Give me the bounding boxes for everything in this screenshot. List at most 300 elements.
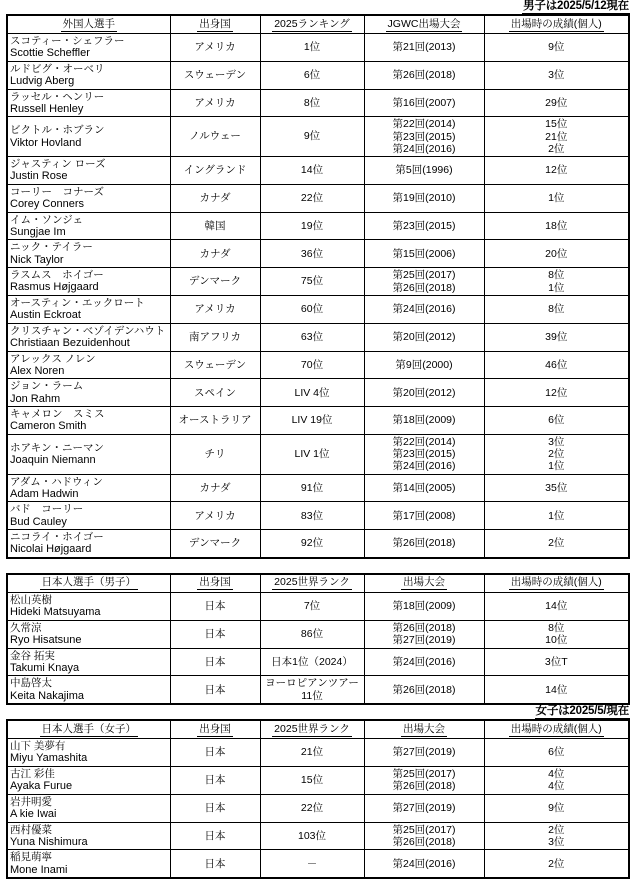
column-header-label: 2025世界ランク	[274, 722, 350, 735]
player-name-jp: スコティー・シェフラー	[10, 35, 125, 47]
player-name-cell	[7, 89, 170, 117]
player-country: アメリカ	[170, 295, 260, 323]
player-events-line: 第26回(2018)	[392, 537, 456, 550]
table-row	[7, 240, 629, 268]
player-results	[484, 502, 629, 530]
player-events-line: 第27回(2019)	[392, 746, 456, 759]
player-name-cell	[7, 850, 170, 878]
player-country: アメリカ	[170, 502, 260, 530]
player-name-cell	[7, 34, 170, 62]
player-events-line: 第23回(2015)	[392, 130, 456, 143]
player-results-line: 1位	[548, 509, 565, 522]
player-results-line: 9位	[548, 802, 565, 815]
player-name-en: Hideki Matsuyama	[10, 606, 101, 619]
player-results-line: 21位	[545, 130, 568, 143]
player-results	[484, 268, 629, 296]
column-header-label: 外国人選手	[62, 17, 115, 30]
player-results-line: 12位	[545, 164, 568, 177]
player-name-en: Austin Eckroat	[10, 309, 81, 322]
table-row	[7, 434, 629, 474]
player-name-en: Justin Rose	[10, 170, 68, 183]
japanese-women-table	[6, 719, 630, 879]
column-header-0	[7, 574, 170, 593]
player-results-line: 4位	[548, 780, 565, 793]
player-events-line: 第26回(2018)	[392, 835, 456, 848]
column-header-1	[170, 574, 260, 593]
player-name-jp: 久常涼	[10, 621, 42, 634]
player-results-line: 8位	[548, 269, 565, 282]
player-name-cell	[7, 157, 170, 185]
player-events-line: 第25回(2017)	[392, 269, 456, 282]
player-name-cell	[7, 739, 170, 767]
japanese-men-header-row	[7, 574, 629, 593]
column-header-label: 出場時の成績(個人)	[510, 722, 602, 735]
player-results-line: 8位	[548, 621, 565, 634]
table-row	[7, 212, 629, 240]
player-ranking: 103位	[260, 822, 364, 850]
player-events-line: 第24回(2016)	[392, 142, 456, 155]
table-row	[7, 184, 629, 212]
player-name-jp: バド コーリー	[10, 503, 84, 516]
player-results-line: 2位	[548, 537, 565, 550]
player-ranking: 7位	[260, 592, 364, 620]
table-row	[7, 592, 629, 620]
player-name-en: Rasmus Højgaard	[10, 281, 99, 294]
player-results	[484, 240, 629, 268]
player-name-en: Cameron Smith	[10, 420, 87, 433]
player-results	[484, 89, 629, 117]
women-asof-note: 女子は2025/5/現在	[535, 705, 629, 718]
japanese-women-tbody	[7, 720, 629, 878]
japanese-men-table	[6, 573, 630, 705]
player-ranking: 19位	[260, 212, 364, 240]
player-events-line: 第14回(2005)	[392, 481, 456, 494]
player-events-line: 第23回(2015)	[392, 448, 456, 461]
player-events	[364, 117, 484, 157]
player-results-line: 2位	[548, 857, 565, 870]
player-country: アメリカ	[170, 34, 260, 62]
japanese-men-tbody	[7, 574, 629, 704]
player-name-cell	[7, 794, 170, 822]
table-row	[7, 323, 629, 351]
player-events-line: 第19回(2010)	[392, 192, 456, 205]
player-results	[484, 766, 629, 794]
player-events	[364, 89, 484, 117]
player-ranking: 86位	[260, 620, 364, 648]
player-name-jp: イム・ソンジェ	[10, 213, 84, 226]
column-header-label: 出場時の成績(個人)	[510, 576, 602, 589]
player-name-jp: 稲見萌寧	[10, 851, 52, 864]
player-name-cell	[7, 766, 170, 794]
player-events	[364, 592, 484, 620]
player-results	[484, 648, 629, 676]
player-results-line: 1位	[548, 460, 565, 473]
player-ranking: 36位	[260, 240, 364, 268]
player-events	[364, 766, 484, 794]
player-results-line: 6位	[548, 414, 565, 427]
column-header-label: 2025世界ランク	[274, 576, 350, 589]
table-row	[7, 850, 629, 878]
player-name-cell	[7, 434, 170, 474]
player-events-line: 第26回(2018)	[392, 621, 456, 634]
player-name-cell	[7, 648, 170, 676]
player-ranking: 9位	[260, 117, 364, 157]
player-events-line: 第24回(2016)	[392, 655, 456, 668]
table-row	[7, 739, 629, 767]
player-name-cell	[7, 822, 170, 850]
player-name-cell	[7, 474, 170, 502]
player-results-line: 35位	[545, 481, 568, 494]
player-events-line: 第27回(2019)	[392, 634, 456, 647]
column-header-2	[260, 574, 364, 593]
player-country: イングランド	[170, 157, 260, 185]
table-row	[7, 502, 629, 530]
player-events	[364, 61, 484, 89]
men-asof-note: 男子は2025/5/12現在	[523, 0, 629, 12]
player-ranking: 21位	[260, 739, 364, 767]
player-country: 日本	[170, 739, 260, 767]
women-note-row	[0, 705, 634, 719]
player-ranking: 8位	[260, 89, 364, 117]
player-events-line: 第23回(2015)	[392, 219, 456, 232]
table-row	[7, 648, 629, 676]
player-name-jp: 岩井明愛	[10, 795, 52, 808]
player-results	[484, 61, 629, 89]
player-name-en: Nick Taylor	[10, 253, 64, 266]
player-events	[364, 850, 484, 878]
player-name-jp: ルドビグ・オーベリ	[10, 62, 105, 75]
player-ranking: 92位	[260, 530, 364, 558]
player-name-en: Miyu Yamashita	[10, 752, 88, 765]
player-name-jp: 金谷 拓実	[10, 649, 55, 662]
player-events-line: 第22回(2014)	[392, 118, 456, 131]
player-ranking: 14位	[260, 157, 364, 185]
player-events	[364, 240, 484, 268]
player-events-line: 第18回(2009)	[392, 600, 456, 613]
player-name-en: Takumi Knaya	[10, 661, 80, 674]
player-name-jp: ジャスティン ローズ	[10, 158, 106, 170]
foreign-men-header-row	[7, 15, 629, 34]
player-events-line: 第15回(2006)	[392, 247, 456, 260]
table-row	[7, 766, 629, 794]
player-events-line: 第21回(2013)	[392, 41, 456, 54]
player-events	[364, 323, 484, 351]
player-name-cell	[7, 407, 170, 435]
player-name-cell	[7, 592, 170, 620]
player-events-line: 第26回(2018)	[392, 69, 456, 82]
player-country: スペイン	[170, 379, 260, 407]
player-country: 日本	[170, 676, 260, 704]
column-header-3	[364, 720, 484, 739]
player-name-en: Mone Inami	[10, 863, 68, 876]
player-events	[364, 676, 484, 704]
foreign-men-table	[6, 14, 630, 559]
player-events-line: 第25回(2017)	[392, 823, 456, 836]
player-ranking: －	[260, 850, 364, 878]
player-results	[484, 295, 629, 323]
player-events	[364, 34, 484, 62]
player-events-line: 第27回(2019)	[392, 802, 456, 815]
player-name-en: Scottie Scheffler	[10, 47, 90, 60]
table-row	[7, 89, 629, 117]
column-header-label: JGWC出場大会	[387, 17, 461, 30]
table-row	[7, 794, 629, 822]
table-row	[7, 620, 629, 648]
player-name-en: Ryo Hisatsune	[10, 633, 82, 646]
column-header-label: 出身国	[199, 576, 231, 589]
player-country: 日本	[170, 822, 260, 850]
player-country: デンマーク	[170, 530, 260, 558]
player-results-line: 2位	[548, 448, 565, 461]
player-results-line: 39位	[545, 331, 568, 344]
player-name-en: Yuna Nishimura	[10, 835, 88, 848]
table-row	[7, 474, 629, 502]
player-events-line: 第26回(2018)	[392, 281, 456, 294]
player-events	[364, 351, 484, 379]
player-results-line: 12位	[545, 386, 568, 399]
column-header-label: 出場大会	[403, 722, 445, 735]
player-results	[484, 676, 629, 704]
column-header-3	[364, 574, 484, 593]
player-country: スウェーデン	[170, 61, 260, 89]
player-name-jp: クリスチャン・ベゾイデンハウト	[10, 324, 166, 337]
column-header-2	[260, 15, 364, 34]
player-name-jp: ビクトル・ホブラン	[10, 124, 105, 137]
player-events-line: 第18回(2009)	[392, 414, 456, 427]
player-events	[364, 739, 484, 767]
player-country: スウェーデン	[170, 351, 260, 379]
column-header-1	[170, 720, 260, 739]
player-country: ノルウェー	[170, 117, 260, 157]
player-name-jp: 山下 美夢有	[10, 740, 66, 753]
player-ranking: 75位	[260, 268, 364, 296]
player-name-jp: アレックス ノレン	[10, 352, 96, 365]
player-results-line: 20位	[545, 247, 568, 260]
player-events-line: 第16回(2007)	[392, 96, 456, 109]
player-results-line: 3位	[548, 69, 565, 82]
player-results	[484, 212, 629, 240]
player-ranking: 91位	[260, 474, 364, 502]
column-header-label: 出場時の成績(個人)	[510, 17, 602, 30]
player-name-jp: オースティン・エックロート	[10, 296, 145, 309]
player-results	[484, 592, 629, 620]
player-name-cell	[7, 530, 170, 558]
player-name-en: Adam Hadwin	[10, 487, 79, 500]
section-spacer-1	[0, 559, 634, 573]
player-results	[484, 530, 629, 558]
player-results-line: 3位	[548, 835, 565, 848]
table-row	[7, 117, 629, 157]
player-events-line: 第24回(2016)	[392, 460, 456, 473]
player-ranking: 70位	[260, 351, 364, 379]
player-country: カナダ	[170, 184, 260, 212]
player-name-en: Nicolai Højgaard	[10, 543, 92, 556]
player-name-jp: ラスムス ホイゴー	[10, 269, 104, 282]
table-row	[7, 34, 629, 62]
player-country: 日本	[170, 850, 260, 878]
player-name-cell	[7, 184, 170, 212]
player-name-en: Ayaka Furue	[10, 780, 73, 793]
player-country: チリ	[170, 434, 260, 474]
player-events	[364, 379, 484, 407]
player-results-line: 14位	[545, 683, 568, 696]
player-name-jp: 古江 彩佳	[10, 767, 55, 780]
player-events	[364, 474, 484, 502]
player-events	[364, 407, 484, 435]
player-events-line: 第26回(2018)	[392, 780, 456, 793]
player-country: 南アフリカ	[170, 323, 260, 351]
player-country: 韓国	[170, 212, 260, 240]
table-row	[7, 157, 629, 185]
player-results-line: 4位	[548, 768, 565, 781]
player-name-cell	[7, 676, 170, 704]
table-row	[7, 530, 629, 558]
column-header-4	[484, 574, 629, 593]
player-country: カナダ	[170, 474, 260, 502]
player-name-cell	[7, 240, 170, 268]
player-events	[364, 794, 484, 822]
column-header-label: 出場大会	[403, 576, 445, 589]
player-events-line: 第24回(2016)	[392, 857, 456, 870]
player-ranking: 6位	[260, 61, 364, 89]
player-events	[364, 530, 484, 558]
table-row	[7, 676, 629, 704]
player-ranking: 15位	[260, 766, 364, 794]
player-results-line: 1位	[548, 192, 565, 205]
player-name-cell	[7, 502, 170, 530]
player-country: アメリカ	[170, 89, 260, 117]
player-name-jp: 西村優菜	[10, 823, 52, 836]
player-events-line: 第20回(2012)	[392, 331, 456, 344]
player-country: 日本	[170, 766, 260, 794]
player-results-line: 14位	[545, 600, 568, 613]
player-name-en: A kie Iwai	[10, 807, 57, 820]
player-results	[484, 351, 629, 379]
player-results-line: 2位	[548, 823, 565, 836]
foreign-men-tbody	[7, 15, 629, 558]
player-results	[484, 407, 629, 435]
player-country: 日本	[170, 794, 260, 822]
player-ranking: ヨーロピアンツアー11位	[260, 676, 364, 704]
column-header-label: 2025ランキング	[274, 17, 350, 30]
player-results-line: 3位T	[544, 655, 568, 668]
player-ranking: LIV 19位	[260, 407, 364, 435]
player-name-jp: ニコライ・ホイゴー	[10, 531, 104, 544]
player-name-jp: ホアキン・ニーマン	[10, 441, 104, 454]
player-results-line: 29位	[545, 96, 568, 109]
player-events	[364, 620, 484, 648]
player-name-cell	[7, 295, 170, 323]
player-results-line: 1位	[548, 281, 565, 294]
player-events	[364, 268, 484, 296]
player-events-line: 第24回(2016)	[392, 303, 456, 316]
player-events-line: 第25回(2017)	[392, 768, 456, 781]
player-results	[484, 739, 629, 767]
player-events-line: 第22回(2014)	[392, 435, 456, 448]
player-results-line: 6位	[548, 746, 565, 759]
player-country: 日本	[170, 648, 260, 676]
column-header-label: 日本人選手（男子）	[41, 576, 136, 589]
player-results	[484, 34, 629, 62]
column-header-4	[484, 15, 629, 34]
player-name-jp: コーリー コナーズ	[10, 185, 104, 198]
player-name-cell	[7, 212, 170, 240]
player-results-line: 15位	[545, 118, 568, 131]
player-name-jp: 中島啓太	[10, 677, 52, 690]
player-events-line: 第20回(2012)	[392, 386, 456, 399]
player-name-jp: アダム・ハドウィン	[10, 475, 103, 488]
column-header-1	[170, 15, 260, 34]
player-results-line: 9位	[548, 41, 565, 54]
player-events	[364, 648, 484, 676]
column-header-2	[260, 720, 364, 739]
player-ranking: LIV 1位	[260, 434, 364, 474]
column-header-3	[364, 15, 484, 34]
player-name-jp: ニック・テイラー	[10, 241, 93, 254]
column-header-4	[484, 720, 629, 739]
player-name-en: Alex Noren	[10, 364, 65, 377]
player-results	[484, 157, 629, 185]
player-name-cell	[7, 620, 170, 648]
player-name-jp: 松山英樹	[10, 593, 52, 606]
player-results	[484, 117, 629, 157]
table-row	[7, 295, 629, 323]
table-row	[7, 822, 629, 850]
player-results-line: 2位	[548, 142, 565, 155]
player-results	[484, 794, 629, 822]
column-header-label: 出身国	[199, 722, 231, 735]
player-ranking: 22位	[260, 794, 364, 822]
player-ranking: LIV 4位	[260, 379, 364, 407]
player-results	[484, 822, 629, 850]
player-name-en: Keita Nakajima	[10, 689, 84, 702]
table-row	[7, 61, 629, 89]
player-country: デンマーク	[170, 268, 260, 296]
player-name-en: Bud Cauley	[10, 515, 67, 528]
player-name-jp: キャメロン スミス	[10, 408, 105, 421]
player-name-cell	[7, 268, 170, 296]
player-ranking: 日本1位（2024）	[260, 648, 364, 676]
player-results	[484, 184, 629, 212]
player-events	[364, 212, 484, 240]
player-results	[484, 379, 629, 407]
player-events-line: 第17回(2008)	[392, 509, 456, 522]
player-results	[484, 323, 629, 351]
player-events-line: 第26回(2018)	[392, 683, 456, 696]
player-events	[364, 157, 484, 185]
player-results	[484, 474, 629, 502]
player-name-en: Ludvig Aberg	[10, 75, 75, 87]
player-name-cell	[7, 351, 170, 379]
player-results	[484, 850, 629, 878]
table-row	[7, 351, 629, 379]
player-results-line: 8位	[548, 303, 565, 316]
player-ranking: 83位	[260, 502, 364, 530]
player-results-line: 18位	[545, 219, 568, 232]
men-note-row	[0, 0, 634, 14]
player-name-cell	[7, 61, 170, 89]
player-name-en: Viktor Hovland	[10, 136, 82, 149]
player-events	[364, 502, 484, 530]
player-results	[484, 434, 629, 474]
player-events-line: 第9回(2000)	[395, 358, 453, 371]
player-name-jp: ラッセル・ヘンリー	[10, 90, 105, 103]
player-results	[484, 620, 629, 648]
player-name-en: Sungjae Im	[10, 225, 66, 238]
player-name-cell	[7, 379, 170, 407]
column-header-0	[7, 720, 170, 739]
column-header-label: 出身国	[199, 17, 231, 30]
